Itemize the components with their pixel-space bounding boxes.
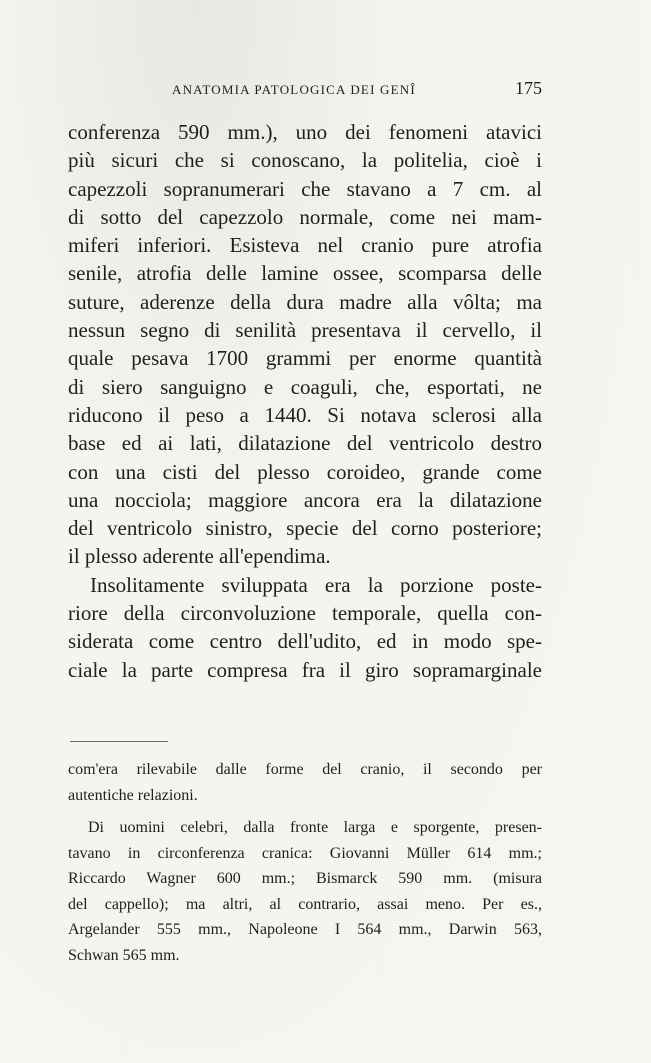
running-header bbox=[172, 78, 542, 102]
body-text bbox=[68, 118, 542, 684]
body-line: suture, aderenze della dura madre alla vôlta; ma bbox=[68, 289, 542, 314]
footnote-line: Argelander 555 mm., Napoleone I 564 mm., Darwin 563, bbox=[68, 921, 542, 938]
footnote-line: del cappello); ma altri, al contrario, assai meno. Per es., bbox=[68, 895, 542, 913]
body-line: del ventricolo sinistro, specie del corno posteriore; bbox=[68, 516, 542, 541]
body-line: miferi inferiori. Esisteva nel cranio pure atrofia bbox=[68, 233, 542, 258]
footnote-line: Di uomini celebri, dalla fronte larga e sporgente, presen- bbox=[88, 819, 542, 836]
body-line: riore della circonvoluzione temporale, quella con- bbox=[68, 601, 542, 626]
body-line: più sicuri che si conoscano, la politelia, cioè i bbox=[68, 148, 542, 173]
body-line: quale pesava 1700 grammi per enorme quantità bbox=[68, 346, 542, 371]
footnote-divider bbox=[70, 741, 168, 742]
footnote-line: com'era rilevabile dalle forme del cranio, il secondo per bbox=[68, 761, 542, 778]
page-number: 175 bbox=[515, 78, 542, 98]
body-line: base ed ai lati, dilatazione del ventricolo destro bbox=[68, 431, 542, 456]
body-line: riducono il peso a 1440. Si notava sclerosi alla bbox=[68, 402, 542, 427]
body-line: ciale la parte compresa fra il giro sopramarginale bbox=[68, 657, 542, 682]
footnote-line: autentiche relazioni. bbox=[68, 786, 198, 804]
body-line: Insolitamente sviluppata era la porzione poste- bbox=[90, 572, 542, 597]
body-line: senile, atrofia delle lamine ossee, scomparsa delle bbox=[68, 261, 542, 286]
body-line: nessun segno di senilità presentava il cervello, il bbox=[68, 318, 542, 343]
body-line: una nocciola; maggiore ancora era la dilatazione bbox=[68, 487, 542, 512]
body-line: con una cisti del plesso coroideo, grande come bbox=[68, 459, 542, 484]
running-header-title: ANATOMIA PATOLOGICA DEI GENÎ bbox=[172, 82, 416, 97]
footnote-line: Riccardo Wagner 600 mm.; Bismarck 590 mm. (misura bbox=[68, 870, 542, 887]
footnotes bbox=[68, 757, 542, 968]
body-line: di siero sanguigno e coaguli, che, esportati, ne bbox=[68, 374, 542, 399]
body-line: siderata come centro dell'udito, ed in modo spe- bbox=[68, 629, 542, 654]
body-line: conferenza 590 mm.), uno dei fenomeni atavici bbox=[68, 120, 542, 144]
body-line: di sotto del capezzolo normale, come nei mam- bbox=[68, 204, 542, 229]
footnote-line: Schwan 565 mm. bbox=[68, 946, 180, 964]
footnote-line: tavano in circonferenza cranica: Giovanni Müller 614 mm.; bbox=[68, 844, 542, 862]
body-line: il plesso aderente all'ependima. bbox=[68, 544, 331, 569]
body-line: capezzoli sopranumerari che stavano a 7 cm. al bbox=[68, 176, 542, 201]
footnote-spacer bbox=[68, 808, 542, 815]
